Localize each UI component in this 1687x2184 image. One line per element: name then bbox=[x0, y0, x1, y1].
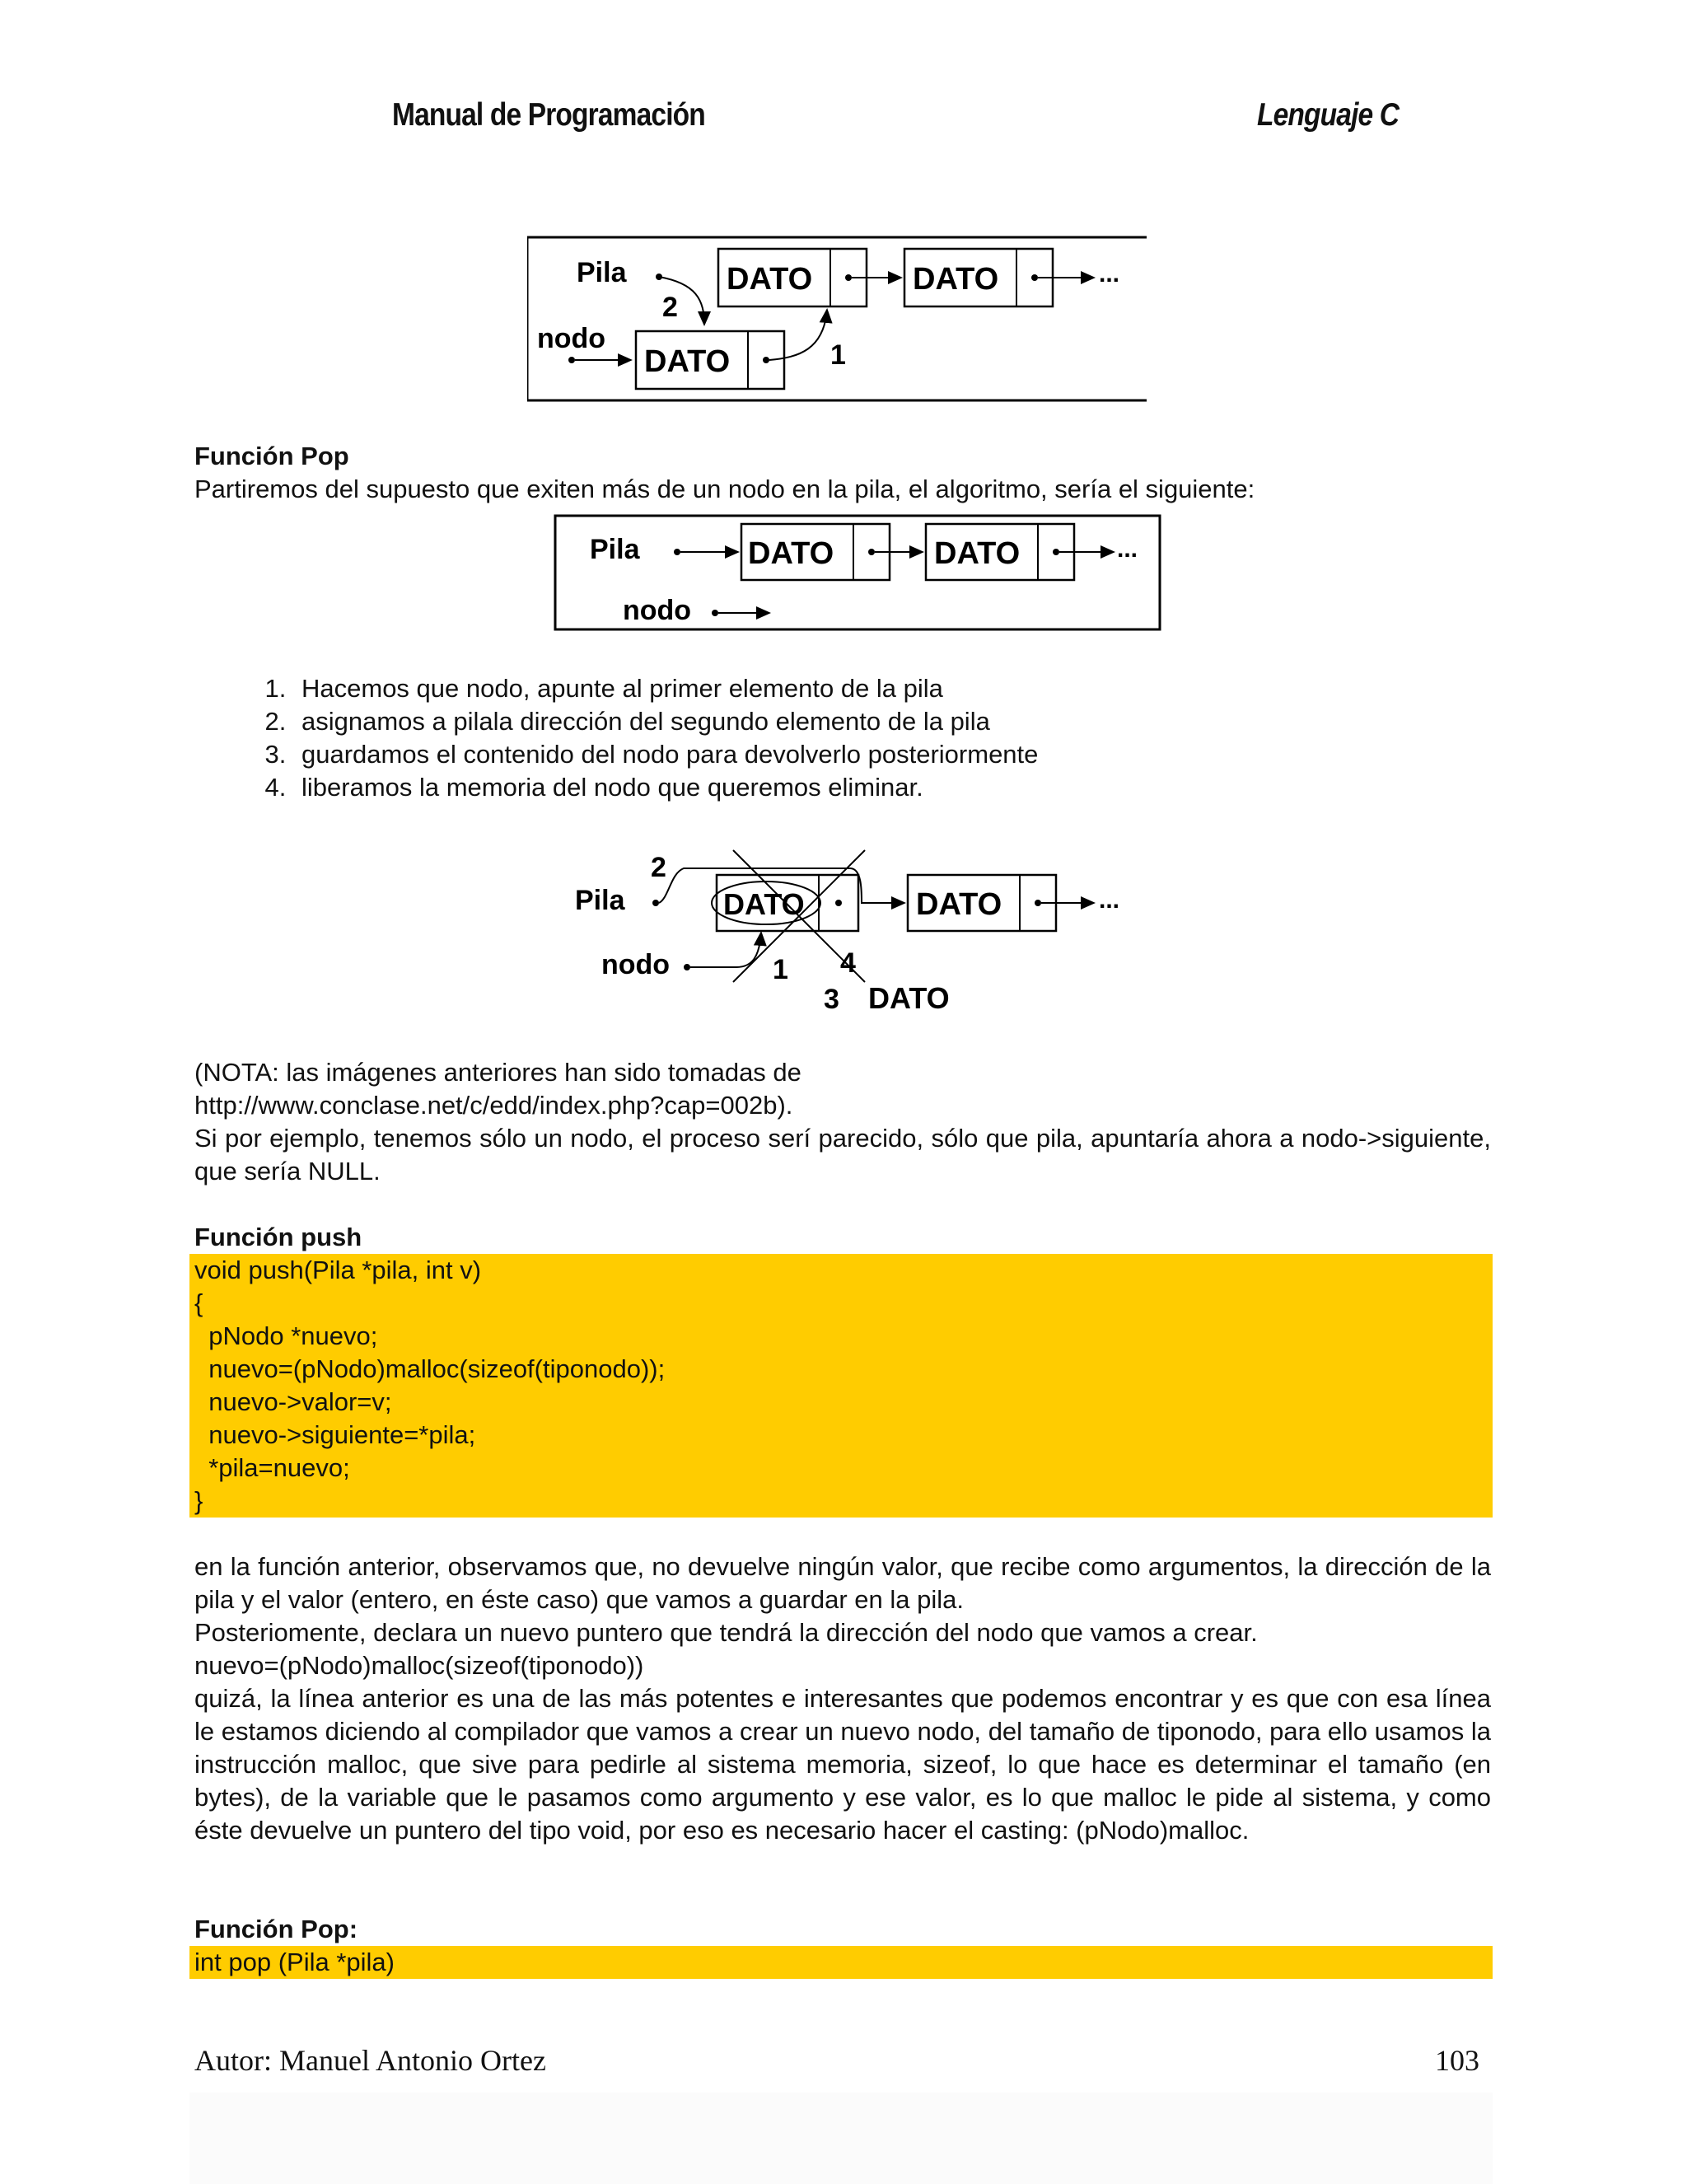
fig1-ellipsis: ... bbox=[1099, 260, 1120, 288]
footer-shade bbox=[189, 2093, 1493, 2184]
fig3-step-1: 1 bbox=[773, 954, 788, 985]
explanation-code-line: nuevo=(pNodo)malloc(sizeof(tiponodo)) bbox=[194, 1651, 644, 1680]
header-title: Manual de Programación bbox=[392, 97, 705, 133]
fig1-nodo-label: nodo bbox=[537, 323, 606, 354]
fig3-returned-dato: DATO bbox=[868, 981, 950, 1015]
explanation-paragraph-1: en la función anterior, observamos que, no devuelve ningún valor, que recibe como argumentos, la dirección de la pila y el valor (entero, en éste caso) que vamos a guardar en la pila. bbox=[194, 1552, 1491, 1614]
fig1-pila-label: Pila bbox=[577, 257, 627, 288]
section-pop-title: Función Pop bbox=[194, 442, 349, 470]
figure-pop-initial bbox=[554, 514, 1163, 633]
fig3-next-dato: DATO bbox=[916, 887, 1002, 922]
figure-push-diagram bbox=[527, 234, 1153, 407]
fig1-new-node-dato: DATO bbox=[644, 344, 731, 379]
code-line: nuevo->siguiente=*pila; bbox=[194, 1420, 476, 1449]
fig1-node2-dato: DATO bbox=[913, 262, 999, 297]
note-source-url: http://www.conclase.net/c/edd/index.php?cap=002b). bbox=[194, 1091, 793, 1120]
page-number: 103 bbox=[1435, 2044, 1479, 2077]
code-line: nuevo->valor=v; bbox=[194, 1387, 392, 1416]
pop-step: 3. guardamos el contenido del nodo para devolverlo posteriormente bbox=[293, 738, 1446, 771]
code-line: } bbox=[194, 1486, 203, 1515]
push-code-block bbox=[189, 1254, 1493, 1518]
code-line: *pila=nuevo; bbox=[194, 1453, 350, 1482]
code-line: int pop (Pila *pila) bbox=[194, 1948, 395, 1976]
explanation-paragraph-2: Posteriomente, declara un nuevo puntero que tendrá la dirección del nodo que vamos a crear. bbox=[194, 1618, 1258, 1647]
note-line-1: (NOTA: las imágenes anteriores han sido tomadas de bbox=[194, 1058, 801, 1087]
figure-pop-process bbox=[572, 840, 1148, 1022]
pop-step: 1. Hacemos que nodo, apunte al primer elemento de la pila bbox=[293, 672, 1446, 705]
fig1-step-1: 1 bbox=[830, 339, 846, 371]
pop-steps-list bbox=[194, 672, 1446, 804]
fig3-ellipsis: ... bbox=[1099, 886, 1120, 914]
footer-author: Autor: Manuel Antonio Ortez bbox=[194, 2044, 546, 2077]
section-push-title: Función push bbox=[194, 1223, 362, 1251]
pop-code-block bbox=[189, 1946, 1493, 1979]
pop-step: 4. liberamos la memoria del nodo que queremos eliminar. bbox=[293, 771, 1446, 804]
pop-step: 2. asignamos a pilala dirección del segundo elemento de la pila bbox=[293, 705, 1446, 738]
fig2-pila-label: Pila bbox=[590, 534, 640, 565]
code-line: nuevo=(pNodo)malloc(sizeof(tiponodo)); bbox=[194, 1354, 666, 1383]
section-pop-intro: Partiremos del supuesto que exiten más de un nodo en la pila, el algoritmo, sería el siguiente: bbox=[194, 475, 1255, 503]
note-paragraph: Si por ejemplo, tenemos sólo un nodo, el proceso serí parecido, sólo que pila, apuntaría ahora a nodo->siguiente, que sería NULL. bbox=[194, 1124, 1491, 1186]
fig3-nodo-label: nodo bbox=[601, 949, 671, 980]
fig3-step-3: 3 bbox=[824, 984, 839, 1015]
fig3-step-2: 2 bbox=[651, 852, 666, 883]
fig2-node1-dato: DATO bbox=[748, 536, 834, 571]
fig3-removed-dato: DATO bbox=[723, 887, 805, 921]
fig3-pila-label: Pila bbox=[575, 885, 625, 916]
fig1-node1-dato: DATO bbox=[727, 262, 813, 297]
fig3-step-4: 4 bbox=[840, 947, 856, 979]
section-pop2-title: Función Pop: bbox=[194, 1915, 358, 1943]
fig2-ellipsis: ... bbox=[1117, 535, 1138, 563]
code-line: void push(Pila *pila, int v) bbox=[194, 1256, 482, 1284]
fig2-node2-dato: DATO bbox=[934, 536, 1021, 571]
code-line: pNodo *nuevo; bbox=[194, 1321, 378, 1350]
header-subject: Lenguaje C bbox=[1257, 97, 1400, 133]
fig2-nodo-label: nodo bbox=[623, 595, 692, 626]
code-line: { bbox=[194, 1288, 203, 1317]
explanation-paragraph-3: quizá, la línea anterior es una de las más potentes e interesantes que podemos encontrar y es que con esa línea le estamos diciendo al compilador que vamos a crear un nuevo nodo, del tamaño de tiponodo, para ello usamos la instrucción malloc, que sive para pedirle al sistema memoria, sizeof, lo que hace es determinar el tamaño (en bytes), de la variable que le pasamos como argumento y ese valor, es lo que malloc le pide al sistema, y como éste devuelve un puntero del tipo void, por eso es necesario hacer el casting: (pNodo)malloc. bbox=[194, 1684, 1491, 1845]
fig1-step-2: 2 bbox=[662, 292, 678, 323]
